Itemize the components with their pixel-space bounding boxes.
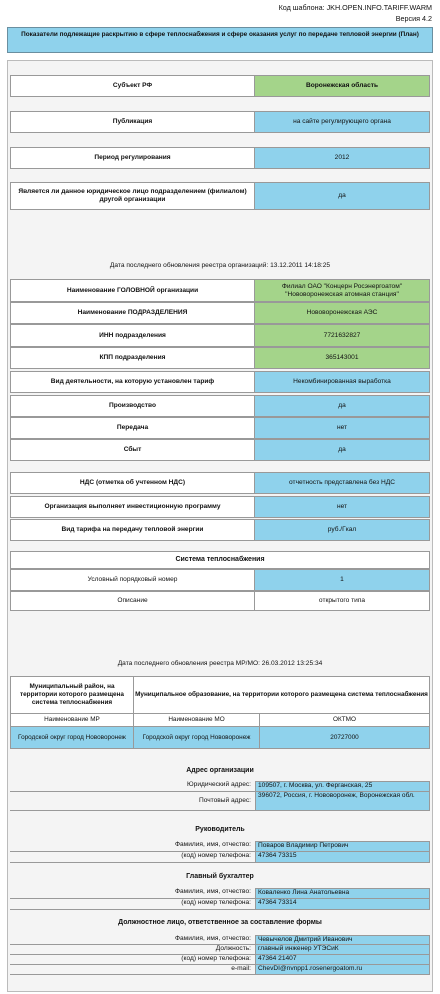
row-head-org — [10, 279, 430, 302]
row-ordinal — [10, 569, 430, 591]
accountant-name-value[interactable]: Коваленко Лина Анатольевна — [255, 888, 430, 899]
row-is-branch — [10, 182, 430, 210]
row-value[interactable]: нет — [255, 496, 430, 518]
director-phone-row — [10, 852, 430, 863]
row-period — [10, 147, 430, 169]
accountant-phone-label: (код) номер телефона: — [10, 899, 255, 910]
row-label: Наименование ПОДРАЗДЕЛЕНИЯ — [10, 302, 255, 324]
row-label: Организация выполняет инвестиционную программу — [10, 496, 255, 518]
row-activity — [10, 371, 430, 393]
row-label: Передача — [10, 417, 255, 439]
row-value[interactable]: отчетность представлена без НДС — [255, 472, 430, 494]
row-label: Вид деятельности, на которую установлен тариф — [10, 371, 255, 393]
row-label: Публикация — [10, 111, 255, 133]
mr-value[interactable]: Городской округ город Нововоронеж — [10, 727, 134, 749]
accountant-title: Главный бухгалтер — [186, 873, 254, 880]
director-title: Руководитель — [195, 826, 245, 833]
responsible-name-row — [10, 935, 430, 945]
row-value[interactable]: 1 — [255, 569, 430, 591]
responsible-phone-label: (код) номер телефона: — [10, 955, 255, 965]
mo-update-note: Дата последнего обновления реестра МР/МО: 26.03.2012 13:25:34 — [117, 660, 323, 667]
accountant-name-label: Фамилия, имя, отчество: — [10, 888, 255, 899]
row-value[interactable]: руб./Гкал — [255, 519, 430, 541]
director-phone-label: (код) номер телефона: — [10, 852, 255, 863]
responsible-position-label: Должность: — [10, 945, 255, 955]
col-mr-label: Наименование МР — [10, 714, 134, 727]
row-label: Вид тарифа на передачу тепловой энергии — [10, 519, 255, 541]
legal-address-row — [10, 781, 430, 792]
postal-address-label: Почтовый адрес: — [10, 792, 255, 811]
director-name-label: Фамилия, имя, отчество: — [10, 841, 255, 852]
responsible-email-label: e-mail: — [10, 965, 255, 975]
mr-header: Муниципальный район, на территории которого размещена система теплоснабжения — [10, 676, 134, 714]
row-inn — [10, 324, 430, 347]
accountant-name-row — [10, 888, 430, 899]
row-value[interactable]: 2012 — [255, 147, 430, 169]
accountant-phone-row — [10, 899, 430, 910]
legal-address-value[interactable]: 109507, г. Москва, ул. Ферганская, 25 — [255, 781, 430, 792]
row-production — [10, 395, 430, 417]
row-label: Производство — [10, 395, 255, 417]
responsible-phone-value[interactable]: 47364 21407 — [255, 955, 430, 965]
row-label: Является ли данное юридическое лицо подразделением (филиалом) другой организации — [10, 182, 255, 210]
row-label: Наименование ГОЛОВНОЙ организации — [10, 279, 255, 302]
row-value[interactable]: да — [255, 395, 430, 417]
row-value[interactable]: на сайте регулирующего органа — [255, 111, 430, 133]
row-value[interactable]: Нововоронежская АЭС — [255, 302, 430, 324]
row-value[interactable]: 7721632827 — [255, 324, 430, 347]
director-name-value[interactable]: Поваров Владимир Петрович — [255, 841, 430, 852]
row-vat — [10, 472, 430, 494]
row-label: КПП подразделения — [10, 347, 255, 369]
director-phone-value[interactable]: 47364 73315 — [255, 852, 430, 863]
row-kpp — [10, 347, 430, 369]
responsible-email-row — [10, 965, 430, 975]
heat-system-header — [10, 551, 430, 569]
director-name-row — [10, 841, 430, 852]
mo-value[interactable]: Городской округ город Нововоронеж — [134, 727, 260, 749]
row-value[interactable]: Филиал ОАО "Концерн Росэнергоатом" "Нововоронежская атомная станция" — [255, 279, 430, 302]
oktmo-value[interactable]: 20727000 — [260, 727, 430, 749]
row-tariff-type — [10, 519, 430, 541]
version-label: Версия 4.2 — [395, 14, 432, 23]
postal-address-value[interactable]: 396072, Россия, г. Нововоронеж, Воронежская обл. — [255, 792, 430, 811]
row-publication — [10, 111, 430, 133]
row-label: ИНН подразделения — [10, 324, 255, 347]
row-transfer — [10, 417, 430, 439]
row-sales — [10, 439, 430, 461]
template-code: Код шаблона: JKH.OPEN.INFO.TARIFF.WARM — [278, 3, 432, 12]
section-title: Система теплоснабжения — [10, 551, 430, 569]
row-value[interactable]: да — [255, 182, 430, 210]
row-value[interactable]: да — [255, 439, 430, 461]
row-subject — [10, 75, 430, 97]
row-label: Сбыт — [10, 439, 255, 461]
form-title: Показатели подлежащие раскрытию в сфере теплоснабжения и сфере оказания услуг по передаче тепловой энергии (План) — [7, 27, 433, 53]
col-mo-label: Наименование МО — [134, 714, 260, 727]
responsible-position-row — [10, 945, 430, 955]
registry-update-note: Дата последнего обновления реестра организаций: 13.12.2011 14:18:25 — [109, 262, 331, 269]
responsible-email-value[interactable]: ChevDI@nvnpp1.rosenergoatom.ru — [255, 965, 430, 975]
row-description — [10, 591, 430, 611]
row-value[interactable]: 365143001 — [255, 347, 430, 369]
row-label: НДС (отметка об учтенном НДС) — [10, 472, 255, 494]
row-value[interactable]: открытого типа — [255, 591, 430, 611]
row-subdivision — [10, 302, 430, 324]
postal-address-row — [10, 792, 430, 811]
responsible-position-value[interactable]: главный инженер УТЭСиК — [255, 945, 430, 955]
row-label: Описание — [10, 591, 255, 611]
legal-address-label: Юридический адрес: — [10, 781, 255, 792]
responsible-name-value[interactable]: Чевычелов Дмитрий Иванович — [255, 935, 430, 945]
col-oktmo-label: ОКТМО — [260, 714, 430, 727]
row-label: Период регулирования — [10, 147, 255, 169]
row-value[interactable]: Некомбинированная выработка — [255, 371, 430, 393]
responsible-phone-row — [10, 955, 430, 965]
responsible-name-label: Фамилия, имя, отчество: — [10, 935, 255, 945]
row-label: Условный порядковый номер — [10, 569, 255, 591]
row-label: Субъект РФ — [10, 75, 255, 97]
accountant-phone-value[interactable]: 47364 73314 — [255, 899, 430, 910]
row-investment — [10, 496, 430, 518]
row-value[interactable]: Воронежская область — [255, 75, 430, 97]
mo-header: Муниципальное образование, на территории которого размещена система теплоснабжения — [134, 676, 430, 714]
responsible-title: Должностное лицо, ответственное за составление формы — [118, 919, 322, 926]
row-value[interactable]: нет — [255, 417, 430, 439]
address-title: Адрес организации — [186, 767, 254, 774]
